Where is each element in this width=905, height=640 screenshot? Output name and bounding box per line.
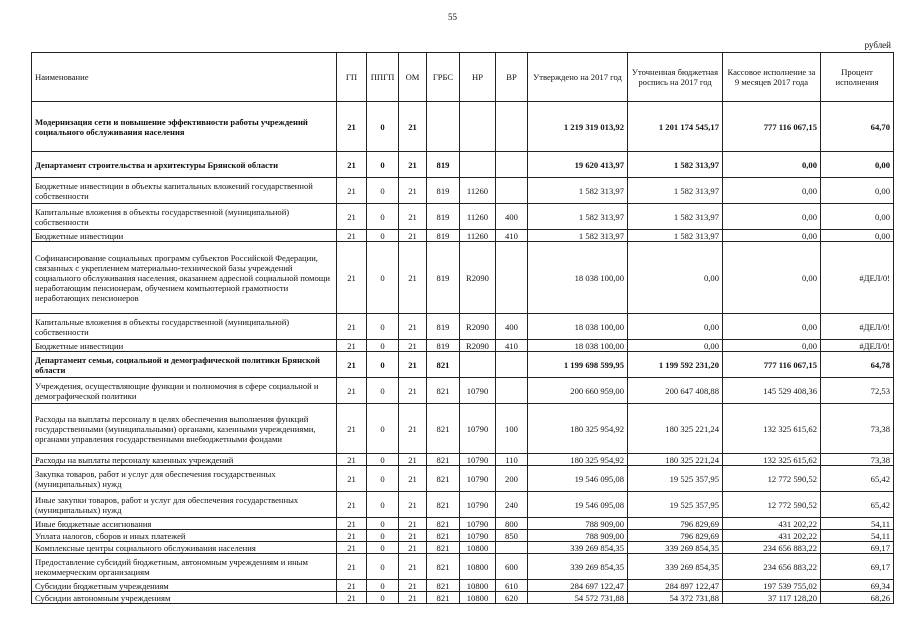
cell-gp: 21 bbox=[337, 152, 367, 178]
cell-revised: 180 325 221,24 bbox=[628, 454, 723, 466]
cell-cash: 12 772 590,52 bbox=[723, 466, 821, 492]
cell-ppgp: 0 bbox=[367, 102, 399, 152]
table-row bbox=[32, 554, 894, 580]
col-header-ppgp: ППГП bbox=[367, 53, 399, 102]
cell-revised: 0,00 bbox=[628, 242, 723, 314]
cell-revised: 19 525 357,95 bbox=[628, 466, 723, 492]
cell-vr: 800 bbox=[496, 518, 528, 530]
cell-percent: 54,11 bbox=[821, 530, 894, 542]
cell-np: 10800 bbox=[460, 542, 496, 554]
cell-ppgp: 0 bbox=[367, 542, 399, 554]
cell-cash: 132 325 615,62 bbox=[723, 404, 821, 454]
cell-gp: 21 bbox=[337, 340, 367, 352]
cell-revised: 1 582 313,97 bbox=[628, 178, 723, 204]
cell-percent: 73,38 bbox=[821, 404, 894, 454]
cell-vr: 400 bbox=[496, 314, 528, 340]
cell-approved: 18 038 100,00 bbox=[528, 314, 628, 340]
col-header-grbs: ГРБС bbox=[427, 53, 460, 102]
cell-percent: 64,70 bbox=[821, 102, 894, 152]
table-row bbox=[32, 152, 894, 178]
cell-cash: 0,00 bbox=[723, 204, 821, 230]
cell-om: 21 bbox=[399, 352, 427, 378]
cell-name: Бюджетные инвестиции bbox=[32, 230, 337, 242]
cell-np: R2090 bbox=[460, 314, 496, 340]
cell-grbs: 821 bbox=[427, 378, 460, 404]
cell-revised: 0,00 bbox=[628, 340, 723, 352]
cell-ppgp: 0 bbox=[367, 242, 399, 314]
cell-om: 21 bbox=[399, 554, 427, 580]
cell-vr: 240 bbox=[496, 492, 528, 518]
cell-ppgp: 0 bbox=[367, 492, 399, 518]
cell-grbs: 819 bbox=[427, 152, 460, 178]
cell-percent: 69,34 bbox=[821, 580, 894, 592]
cell-name: Иные закупки товаров, работ и услуг для обеспечения государственных (муниципальных) нужд bbox=[32, 492, 337, 518]
cell-grbs: 821 bbox=[427, 542, 460, 554]
cell-vr: 620 bbox=[496, 592, 528, 604]
cell-grbs: 819 bbox=[427, 178, 460, 204]
cell-revised: 796 829,69 bbox=[628, 518, 723, 530]
table-row bbox=[32, 466, 894, 492]
col-header-vr: ВР bbox=[496, 53, 528, 102]
cell-percent: 69,17 bbox=[821, 554, 894, 580]
table-row bbox=[32, 378, 894, 404]
cell-gp: 21 bbox=[337, 378, 367, 404]
cell-approved: 1 582 313,97 bbox=[528, 178, 628, 204]
cell-gp: 21 bbox=[337, 242, 367, 314]
table-row bbox=[32, 542, 894, 554]
cell-ppgp: 0 bbox=[367, 530, 399, 542]
cell-approved: 200 660 959,00 bbox=[528, 378, 628, 404]
cell-percent: #ДЕЛ/0! bbox=[821, 314, 894, 340]
cell-revised: 1 582 313,97 bbox=[628, 204, 723, 230]
cell-grbs bbox=[427, 102, 460, 152]
cell-percent: #ДЕЛ/0! bbox=[821, 242, 894, 314]
cell-grbs: 821 bbox=[427, 466, 460, 492]
cell-vr bbox=[496, 352, 528, 378]
cell-vr: 200 bbox=[496, 466, 528, 492]
table-row bbox=[32, 530, 894, 542]
cell-ppgp: 0 bbox=[367, 454, 399, 466]
cell-vr: 410 bbox=[496, 230, 528, 242]
table-row bbox=[32, 352, 894, 378]
cell-revised: 19 525 357,95 bbox=[628, 492, 723, 518]
cell-percent: 65,42 bbox=[821, 466, 894, 492]
cell-name: Капитальные вложения в объекты государственной (муниципальной) собственности bbox=[32, 314, 337, 340]
cell-revised: 54 372 731,88 bbox=[628, 592, 723, 604]
cell-approved: 18 038 100,00 bbox=[528, 242, 628, 314]
cell-revised: 1 199 592 231,20 bbox=[628, 352, 723, 378]
cell-gp: 21 bbox=[337, 592, 367, 604]
cell-revised: 1 201 174 545,17 bbox=[628, 102, 723, 152]
cell-cash: 0,00 bbox=[723, 178, 821, 204]
cell-cash: 145 529 408,36 bbox=[723, 378, 821, 404]
cell-np: 10790 bbox=[460, 378, 496, 404]
cell-gp: 21 bbox=[337, 542, 367, 554]
cell-np: 10800 bbox=[460, 554, 496, 580]
cell-om: 21 bbox=[399, 404, 427, 454]
cell-grbs: 821 bbox=[427, 530, 460, 542]
cell-np: 10790 bbox=[460, 466, 496, 492]
col-header-name: Наименование bbox=[32, 53, 337, 102]
cell-cash: 0,00 bbox=[723, 314, 821, 340]
cell-vr bbox=[496, 152, 528, 178]
cell-gp: 21 bbox=[337, 102, 367, 152]
cell-om: 21 bbox=[399, 530, 427, 542]
cell-np: 10790 bbox=[460, 404, 496, 454]
cell-ppgp: 0 bbox=[367, 352, 399, 378]
cell-om: 21 bbox=[399, 152, 427, 178]
cell-np bbox=[460, 352, 496, 378]
cell-cash: 234 656 883,22 bbox=[723, 554, 821, 580]
cell-cash: 0,00 bbox=[723, 340, 821, 352]
cell-cash: 0,00 bbox=[723, 230, 821, 242]
cell-ppgp: 0 bbox=[367, 314, 399, 340]
table-row bbox=[32, 518, 894, 530]
cell-om: 21 bbox=[399, 204, 427, 230]
cell-approved: 339 269 854,35 bbox=[528, 554, 628, 580]
cell-gp: 21 bbox=[337, 204, 367, 230]
cell-gp: 21 bbox=[337, 404, 367, 454]
cell-om: 21 bbox=[399, 378, 427, 404]
cell-grbs: 819 bbox=[427, 230, 460, 242]
cell-cash: 0,00 bbox=[723, 242, 821, 314]
cell-om: 21 bbox=[399, 454, 427, 466]
col-header-percent: Процент исполнения bbox=[821, 53, 894, 102]
cell-vr: 100 bbox=[496, 404, 528, 454]
cell-np: 10790 bbox=[460, 454, 496, 466]
cell-vr: 850 bbox=[496, 530, 528, 542]
cell-percent: 54,11 bbox=[821, 518, 894, 530]
cell-name: Учреждения, осуществляющие функции и полномочия в сфере социальной и демографической политики bbox=[32, 378, 337, 404]
table-row bbox=[32, 314, 894, 340]
cell-name: Предоставление субсидий бюджетным, автономным учреждениям и иным некоммерческим организациям bbox=[32, 554, 337, 580]
cell-ppgp: 0 bbox=[367, 152, 399, 178]
cell-approved: 339 269 854,35 bbox=[528, 542, 628, 554]
cell-name: Департамент строительства и архитектуры Брянской области bbox=[32, 152, 337, 178]
cell-np: 10800 bbox=[460, 580, 496, 592]
cell-grbs: 819 bbox=[427, 242, 460, 314]
cell-revised: 284 897 122,47 bbox=[628, 580, 723, 592]
cell-cash: 777 116 067,15 bbox=[723, 352, 821, 378]
cell-np: 11260 bbox=[460, 178, 496, 204]
cell-approved: 1 582 313,97 bbox=[528, 204, 628, 230]
cell-gp: 21 bbox=[337, 352, 367, 378]
cell-gp: 21 bbox=[337, 554, 367, 580]
cell-gp: 21 bbox=[337, 492, 367, 518]
cell-name: Комплексные центры социального обслуживания населения bbox=[32, 542, 337, 554]
cell-approved: 19 546 095,08 bbox=[528, 492, 628, 518]
cell-vr bbox=[496, 542, 528, 554]
cell-name: Департамент семьи, социальной и демографической политики Брянской области bbox=[32, 352, 337, 378]
cell-revised: 339 269 854,35 bbox=[628, 554, 723, 580]
cell-revised: 200 647 408,88 bbox=[628, 378, 723, 404]
cell-gp: 21 bbox=[337, 314, 367, 340]
cell-gp: 21 bbox=[337, 530, 367, 542]
cell-ppgp: 0 bbox=[367, 230, 399, 242]
cell-name: Модернизация сети и повышение эффективности работы учреждений социального обслуживания населения bbox=[32, 102, 337, 152]
cell-name: Бюджетные инвестиции в объекты капитальных вложений государственной собственности bbox=[32, 178, 337, 204]
cell-np: 10790 bbox=[460, 492, 496, 518]
cell-grbs: 819 bbox=[427, 204, 460, 230]
cell-vr: 410 bbox=[496, 340, 528, 352]
cell-percent: 0,00 bbox=[821, 178, 894, 204]
cell-revised: 1 582 313,97 bbox=[628, 152, 723, 178]
cell-percent: #ДЕЛ/0! bbox=[821, 340, 894, 352]
cell-grbs: 821 bbox=[427, 554, 460, 580]
cell-np bbox=[460, 152, 496, 178]
col-header-revised: Уточненная бюджетная роспись на 2017 год bbox=[628, 53, 723, 102]
table-row bbox=[32, 178, 894, 204]
table-row bbox=[32, 230, 894, 242]
cell-om: 21 bbox=[399, 592, 427, 604]
cell-om: 21 bbox=[399, 314, 427, 340]
cell-approved: 284 697 122,47 bbox=[528, 580, 628, 592]
cell-name: Софинансирование социальных программ субъектов Российской Федерации, связанных с укреплением материально-технической базы учреждений социального обслуживания населения, оказанием адресной социальной помощи неработающим пенсионерам, обучением компьютерной грамотности неработающих пенсионеров bbox=[32, 242, 337, 314]
table-row bbox=[32, 340, 894, 352]
table-row bbox=[32, 492, 894, 518]
cell-np: 11260 bbox=[460, 204, 496, 230]
cell-cash: 197 539 755,02 bbox=[723, 580, 821, 592]
cell-revised: 796 829,69 bbox=[628, 530, 723, 542]
cell-np: R2090 bbox=[460, 242, 496, 314]
col-header-gp: ГП bbox=[337, 53, 367, 102]
cell-ppgp: 0 bbox=[367, 518, 399, 530]
cell-om: 21 bbox=[399, 178, 427, 204]
cell-np: R2090 bbox=[460, 340, 496, 352]
cell-name: Бюджетные инвестиции bbox=[32, 340, 337, 352]
cell-np bbox=[460, 102, 496, 152]
cell-percent: 0,00 bbox=[821, 204, 894, 230]
cell-approved: 788 909,00 bbox=[528, 518, 628, 530]
cell-ppgp: 0 bbox=[367, 466, 399, 492]
cell-name: Субсидии автономным учреждениям bbox=[32, 592, 337, 604]
cell-approved: 180 325 954,92 bbox=[528, 404, 628, 454]
cell-grbs: 821 bbox=[427, 352, 460, 378]
cell-grbs: 821 bbox=[427, 492, 460, 518]
cell-percent: 0,00 bbox=[821, 152, 894, 178]
cell-ppgp: 0 bbox=[367, 178, 399, 204]
cell-om: 21 bbox=[399, 102, 427, 152]
cell-approved: 788 909,00 bbox=[528, 530, 628, 542]
cell-om: 21 bbox=[399, 580, 427, 592]
cell-om: 21 bbox=[399, 492, 427, 518]
cell-grbs: 821 bbox=[427, 518, 460, 530]
cell-percent: 68,26 bbox=[821, 592, 894, 604]
cell-cash: 12 772 590,52 bbox=[723, 492, 821, 518]
cell-grbs: 819 bbox=[427, 340, 460, 352]
cell-cash: 132 325 615,62 bbox=[723, 454, 821, 466]
cell-cash: 431 202,22 bbox=[723, 530, 821, 542]
cell-ppgp: 0 bbox=[367, 404, 399, 454]
cell-name: Закупка товаров, работ и услуг для обеспечения государственных (муниципальных) нужд bbox=[32, 466, 337, 492]
cell-grbs: 821 bbox=[427, 592, 460, 604]
cell-grbs: 821 bbox=[427, 454, 460, 466]
cell-np: 11260 bbox=[460, 230, 496, 242]
cell-revised: 0,00 bbox=[628, 314, 723, 340]
cell-om: 21 bbox=[399, 242, 427, 314]
table-row bbox=[32, 204, 894, 230]
col-header-np: НР bbox=[460, 53, 496, 102]
col-header-approved: Утверждено на 2017 год bbox=[528, 53, 628, 102]
cell-vr bbox=[496, 178, 528, 204]
col-header-cash: Кассовое исполнение за 9 месяцев 2017 года bbox=[723, 53, 821, 102]
cell-approved: 19 546 095,08 bbox=[528, 466, 628, 492]
cell-name: Расходы на выплаты персоналу казенных учреждений bbox=[32, 454, 337, 466]
cell-approved: 1 219 319 013,92 bbox=[528, 102, 628, 152]
cell-vr: 610 bbox=[496, 580, 528, 592]
budget-table bbox=[31, 52, 894, 604]
cell-approved: 19 620 413,97 bbox=[528, 152, 628, 178]
cell-name: Иные бюджетные ассигнования bbox=[32, 518, 337, 530]
cell-vr: 600 bbox=[496, 554, 528, 580]
cell-cash: 37 117 128,20 bbox=[723, 592, 821, 604]
cell-grbs: 819 bbox=[427, 314, 460, 340]
cell-approved: 1 582 313,97 bbox=[528, 230, 628, 242]
cell-ppgp: 0 bbox=[367, 340, 399, 352]
cell-revised: 339 269 854,35 bbox=[628, 542, 723, 554]
units-label: рублей bbox=[864, 40, 891, 50]
cell-ppgp: 0 bbox=[367, 592, 399, 604]
cell-cash: 234 656 883,22 bbox=[723, 542, 821, 554]
cell-approved: 180 325 954,92 bbox=[528, 454, 628, 466]
cell-ppgp: 0 bbox=[367, 204, 399, 230]
cell-name: Расходы на выплаты персоналу в целях обеспечения выполнения функций государственными (муниципальными) органами, казенными учреждениями, органами управления государственными внебюджетными фондами bbox=[32, 404, 337, 454]
cell-name: Субсидии бюджетным учреждениям bbox=[32, 580, 337, 592]
table-row bbox=[32, 404, 894, 454]
cell-revised: 1 582 313,97 bbox=[628, 230, 723, 242]
cell-approved: 1 199 698 599,95 bbox=[528, 352, 628, 378]
table-row bbox=[32, 580, 894, 592]
cell-vr bbox=[496, 378, 528, 404]
cell-cash: 431 202,22 bbox=[723, 518, 821, 530]
cell-percent: 73,38 bbox=[821, 454, 894, 466]
table-header-row bbox=[32, 53, 894, 102]
cell-gp: 21 bbox=[337, 454, 367, 466]
page-number: 55 bbox=[448, 12, 457, 22]
cell-gp: 21 bbox=[337, 580, 367, 592]
cell-vr bbox=[496, 102, 528, 152]
cell-revised: 180 325 221,24 bbox=[628, 404, 723, 454]
cell-ppgp: 0 bbox=[367, 554, 399, 580]
cell-grbs: 821 bbox=[427, 580, 460, 592]
cell-np: 10800 bbox=[460, 592, 496, 604]
cell-approved: 54 572 731,88 bbox=[528, 592, 628, 604]
col-header-om: ОМ bbox=[399, 53, 427, 102]
cell-name: Капитальные вложения в объекты государственной (муниципальной) собственности bbox=[32, 204, 337, 230]
cell-om: 21 bbox=[399, 230, 427, 242]
cell-gp: 21 bbox=[337, 178, 367, 204]
table-body bbox=[32, 102, 894, 604]
cell-om: 21 bbox=[399, 466, 427, 492]
cell-gp: 21 bbox=[337, 230, 367, 242]
table-row bbox=[32, 454, 894, 466]
cell-cash: 777 116 067,15 bbox=[723, 102, 821, 152]
cell-om: 21 bbox=[399, 340, 427, 352]
cell-approved: 18 038 100,00 bbox=[528, 340, 628, 352]
cell-name: Уплата налогов, сборов и иных платежей bbox=[32, 530, 337, 542]
table-row bbox=[32, 242, 894, 314]
cell-vr bbox=[496, 242, 528, 314]
cell-grbs: 821 bbox=[427, 404, 460, 454]
cell-ppgp: 0 bbox=[367, 378, 399, 404]
cell-percent: 64,78 bbox=[821, 352, 894, 378]
cell-cash: 0,00 bbox=[723, 152, 821, 178]
cell-gp: 21 bbox=[337, 518, 367, 530]
cell-np: 10790 bbox=[460, 518, 496, 530]
table-row bbox=[32, 102, 894, 152]
cell-percent: 0,00 bbox=[821, 230, 894, 242]
cell-percent: 65,42 bbox=[821, 492, 894, 518]
cell-percent: 72,53 bbox=[821, 378, 894, 404]
table-row bbox=[32, 592, 894, 604]
cell-np: 10790 bbox=[460, 530, 496, 542]
cell-percent: 69,17 bbox=[821, 542, 894, 554]
cell-om: 21 bbox=[399, 518, 427, 530]
cell-om: 21 bbox=[399, 542, 427, 554]
cell-gp: 21 bbox=[337, 466, 367, 492]
cell-vr: 110 bbox=[496, 454, 528, 466]
cell-ppgp: 0 bbox=[367, 580, 399, 592]
cell-vr: 400 bbox=[496, 204, 528, 230]
